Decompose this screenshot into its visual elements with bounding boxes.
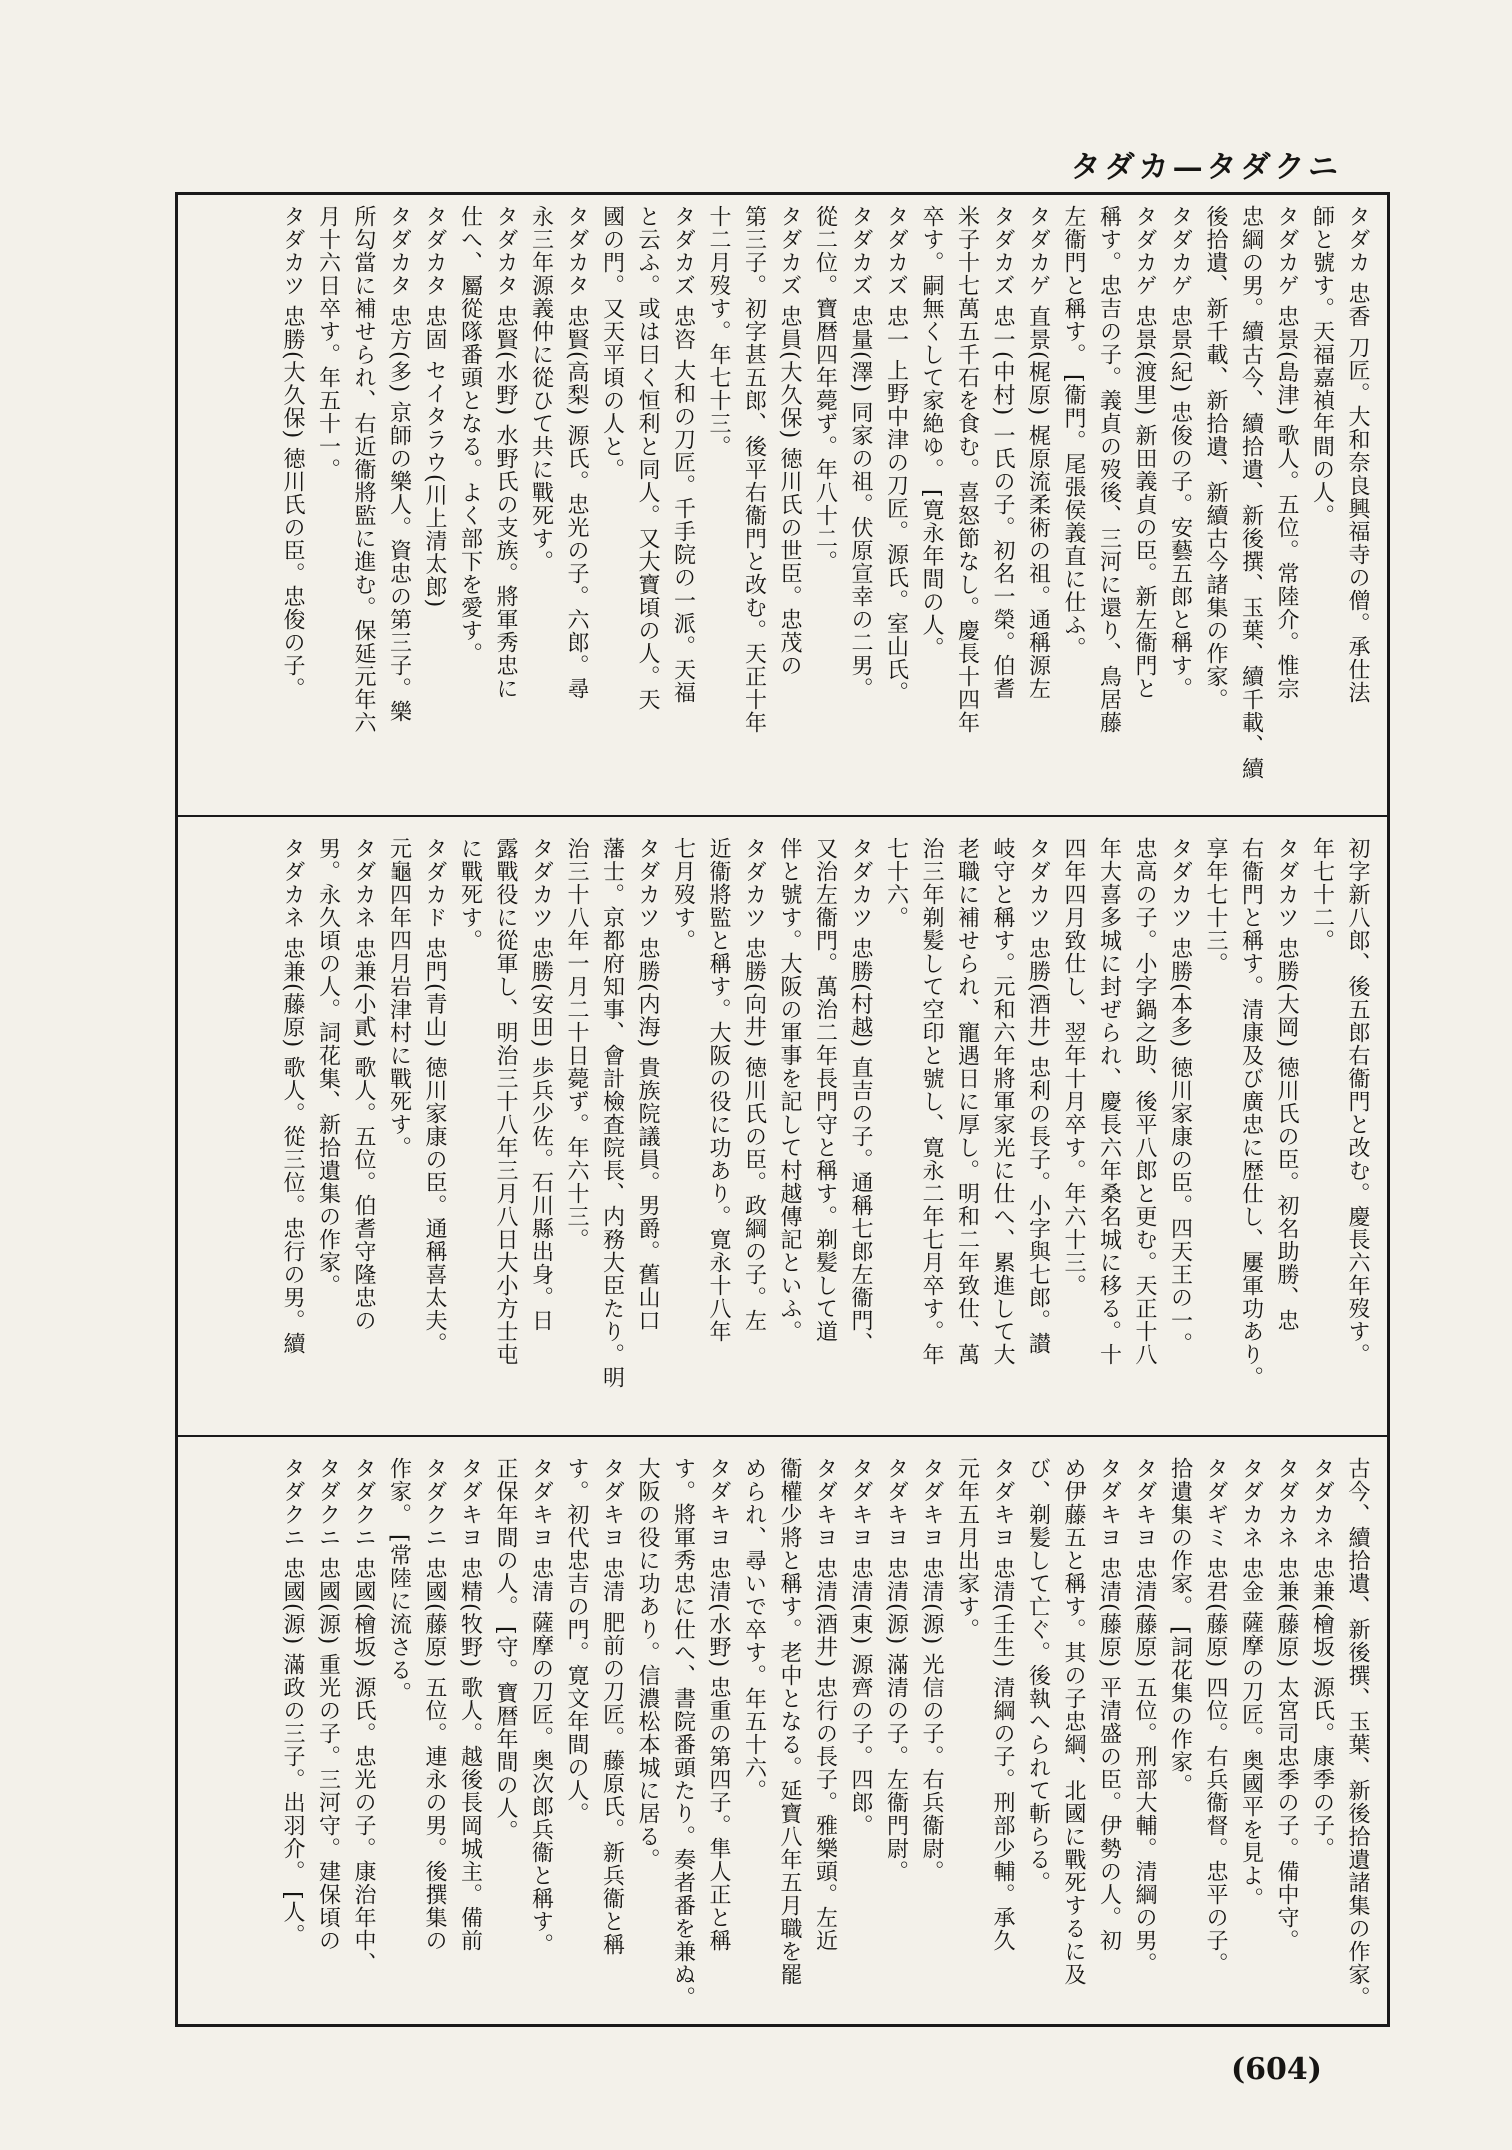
text-column: 左衞門と稱す。 [衞門。尾張侯義直に仕ふ。 — [1061, 205, 1086, 660]
text-column: タダカツ 忠勝(大岡) 徳川氏の臣。初名助勝、忠 — [1274, 837, 1299, 1333]
text-column: タダカゲ 忠景(渡里) 新田義貞の臣。新左衞門と — [1132, 205, 1157, 701]
text-column: に戰死す。 — [457, 837, 483, 952]
text-column: 永三年源義仲に從ひて共に戰死す。 — [528, 205, 554, 573]
text-column: 所勾當に補せられ、右近衞將監に進む。保延元年六 — [351, 205, 376, 734]
text-column: 老職に補せられ、寵遇日に厚し。明和二年致仕、萬 — [954, 837, 980, 1366]
text-column: タダキヨ 忠清(東) 源齊の子。四郎。 — [848, 1457, 873, 1838]
running-title: タダカ—タダクニ — [1070, 150, 1342, 185]
text-column: タダキヨ 忠清 薩摩の刀匠。奥次郎兵衞と稱す。 — [528, 1457, 554, 1956]
text-column: タダカタ 忠賢(水野) 水野氏の支族。將軍秀忠に — [493, 205, 518, 701]
text-column: タダカツ 忠勝(安田) 歩兵少佐。石川縣出身。日 — [528, 837, 554, 1333]
text-column: 從二位。寶暦四年薨ず。年八十二。 — [812, 205, 838, 573]
text-column: タダカズ 忠員(大久保) 徳川氏の世臣。忠茂の — [777, 205, 802, 678]
text-column: タダキヨ 忠精(牧野) 歌人。越後長岡城主。備前 — [457, 1457, 483, 1953]
text-column: タダクニ 忠國(檜坂) 源氏。忠光の子。康治年中、 — [351, 1457, 376, 1976]
text-column: タダカゲ 忠景(島津) 歌人。五位。常陸介。惟宗 — [1274, 205, 1299, 701]
text-column: タダカネ 忠金 薩摩の刀匠。奥國平を見よ。 — [1238, 1457, 1264, 1910]
text-column: 米子十七萬五千石を食む。喜怒節なし。慶長十四年 — [954, 205, 980, 734]
band-divider — [178, 815, 1387, 817]
text-column: タダカズ 忠咨 大和の刀匠。千手院の一派。天福 — [670, 205, 696, 704]
text-column: タダカネ 忠兼(藤原) 太宮司忠季の子。備中守。 — [1274, 1457, 1299, 1953]
text-column: タダカツ 忠勝(大久保) 徳川氏の臣。忠俊の子。 — [280, 205, 305, 701]
text-column: タダカツ 忠勝(村越) 直吉の子。通稱七郎左衞門、 — [848, 837, 873, 1356]
text-column: 忠綱の男。續古今、續拾遺、新後撰、玉葉、續千載、續 — [1238, 205, 1264, 780]
text-column: 治三年剃髪して空印と號し、寛永二年七月卒す。年 — [919, 837, 944, 1366]
text-column: タダカズ 忠一 上野中津の刀匠。源氏。室山氏。 — [883, 205, 909, 704]
text-column: 岐守と稱す。元和六年將軍家光に仕へ、累進して大 — [990, 837, 1015, 1366]
text-column: タダキヨ 忠清(源) 滿清の子。左衞門尉。 — [883, 1457, 909, 1884]
text-column: タダカゲ 直景(梶原) 梶原流柔術の祖。通稱源左 — [1025, 205, 1051, 701]
text-band-top — [178, 195, 1387, 807]
text-column: 治三十八年一月二十日薨ず。年六十三。 — [564, 837, 589, 1251]
text-column: 拾遺集の作家。 [詞花集の作家。 — [1167, 1457, 1193, 1797]
text-column: タダカズ 忠量(澤) 同家の祖。伏原宣幸の二男。 — [848, 205, 873, 701]
text-column: 初字新八郎、後五郎右衞門と改む。慶長六年歿す。 — [1345, 837, 1370, 1366]
text-column: 元年五月出家す。 — [954, 1457, 980, 1641]
text-column: タダカゲ 忠景(紀) 忠俊の子。安藝五郎と稱す。 — [1167, 205, 1193, 701]
text-column: 年七十二。 — [1309, 837, 1335, 952]
text-column: タダカツ 忠勝(向井) 徳川氏の臣。政綱の子。左 — [741, 837, 767, 1333]
text-column: 元龜四年四月岩津村に戰死す。 — [386, 837, 412, 1159]
text-column: 忠高の子。小字鍋之助、後平八郎と更む。天正十八 — [1132, 837, 1157, 1366]
text-column: す。將軍秀忠に仕へ、書院番頭たり。奏者番を兼ぬ。 — [670, 1457, 696, 2009]
text-column: 卒す。嗣無くして家絶ゆ。 [寛永年間の人。 — [919, 205, 944, 660]
text-column: タダカネ 忠兼(藤原) 歌人。從三位。忠行の男。續 — [280, 837, 305, 1356]
text-column: 享年七十三。 — [1203, 837, 1228, 975]
text-column: 伴と號す。大阪の軍事を記して村越傳記といふ。 — [777, 837, 802, 1343]
text-column: タダキヨ 忠清(藤原) 平清盛の臣。伊勢の人。初 — [1096, 1457, 1122, 1953]
text-column: 國の門。又天平頃の人と。 — [599, 205, 625, 481]
text-column: 露戰役に從軍し、明治三十八年三月八日大小方士屯 — [493, 837, 518, 1366]
text-column: 仕へ、屬從隊番頭となる。よく部下を愛す。 — [457, 205, 483, 665]
text-column: められ、尋いで卒す。年五十六。 — [741, 1457, 767, 1802]
text-column: 年大喜多城に封ぜられ、慶長六年桑名城に移る。十 — [1096, 837, 1122, 1366]
text-column: タダキヨ 忠清 肥前の刀匠。藤原氏。新兵衞と稱 — [599, 1457, 625, 1956]
text-column: め伊藤五と稱す。其の子忠綱、北國に戰死するに及 — [1061, 1457, 1086, 1986]
text-column: タダキヨ 忠清(水野) 忠重の第四子。隼人正と稱 — [706, 1457, 731, 1953]
text-column: 男。永久頃の人。詞花集、新拾遺集の作家。 — [315, 837, 341, 1297]
page-frame — [175, 192, 1390, 2027]
text-column: タダギミ 忠君(藤原) 四位。右兵衞督。忠平の子。 — [1203, 1457, 1228, 1976]
text-column: タダカズ 忠一(中村) 一氏の子。初名一榮。伯耆 — [990, 205, 1015, 701]
text-column: 十二月歿す。年七十三。 — [706, 205, 731, 458]
text-column: 近衞將監と稱す。大阪の役に功あり。寛永十八年 — [706, 837, 731, 1343]
text-column: 四年四月致仕し、翌年十月卒す。年六十三。 — [1061, 837, 1086, 1297]
text-column: 稱す。忠吉の子。義貞の歿後、三河に還り、鳥居藤 — [1096, 205, 1122, 734]
text-column: す。初代忠吉の門。寛文年間の人。 — [564, 1457, 589, 1825]
text-column: 古今、續拾遺、新後撰、玉葉、新後拾遺諸集の作家。 — [1345, 1457, 1370, 2009]
text-column: 藩士。京都府知事、會計檢査院長、内務大臣たり。明 — [599, 837, 625, 1389]
text-column: タダカ 忠香 刀匠。大和奈良興福寺の僧。承仕法 — [1345, 205, 1370, 704]
text-column: び、剃髪して亡ぐ。後執へられて斬らる。 — [1025, 1457, 1051, 1894]
text-column: タダカタ 忠固 セイタラウ(川上清太郎) — [422, 205, 447, 609]
text-column: 大阪の役に功あり。信濃松本城に居る。 — [635, 1457, 660, 1871]
text-column: タダカタ 忠賢(高梨) 源氏。忠光の子。六郎。尋 — [564, 205, 589, 701]
text-column: タダクニ 忠國(源) 重光の子。三河守。建保頃の — [315, 1457, 341, 1953]
text-column: タダカネ 忠兼(檜坂) 源氏。康季の子。 — [1309, 1457, 1335, 1861]
text-column: タダカツ 忠勝(本多) 徳川家康の臣。四天王の一。 — [1167, 837, 1193, 1356]
text-column: 又治左衞門。萬治二年長門守と稱す。剃髪して道 — [812, 837, 838, 1343]
band-divider — [178, 1435, 1387, 1437]
text-column: 第三子。初字甚五郎、後平右衞門と改む。天正十年 — [741, 205, 767, 734]
text-column: タダカツ 忠勝(酒井) 忠利の長子。小字與七郎。讃 — [1025, 837, 1051, 1356]
text-column: タダキヨ 忠清(藤原) 五位。刑部大輔。清綱の男。 — [1132, 1457, 1157, 1976]
text-column: タダキヨ 忠清(源) 光信の子。右兵衞尉。 — [919, 1457, 944, 1884]
text-column: タダカネ 忠兼(小貳) 歌人。五位。伯耆守隆忠の — [351, 837, 376, 1333]
text-column: 衞權少將と稱す。老中となる。延寶八年五月職を罷 — [777, 1457, 802, 1986]
text-column: 七十六。 — [883, 837, 909, 929]
text-column: 月十六日卒す。年五十一。 — [315, 205, 341, 481]
text-column: 正保年間の人。 [守。寶暦年間の人。 — [493, 1457, 518, 1843]
text-column: 右衞門と稱す。清康及び廣忠に歴仕し、屢軍功あり。 — [1238, 837, 1264, 1389]
text-column: タダカド 忠門(青山) 徳川家康の臣。通稱喜太夫。 — [422, 837, 447, 1356]
text-column: 師と號す。天福嘉禎年間の人。 — [1309, 205, 1335, 527]
text-column: 七月歿す。 — [670, 837, 696, 952]
text-column: タダカタ 忠方(多) 京師の樂人。資忠の第三子。樂 — [386, 205, 412, 724]
text-column: タダキヨ 忠清(壬生) 清綱の子。刑部少輔。承久 — [990, 1457, 1015, 1953]
text-column: タダカツ 忠勝(内海) 貴族院議員。男爵。舊山口 — [635, 837, 660, 1333]
text-band-bottom — [178, 1447, 1387, 2027]
text-band-middle — [178, 827, 1387, 1427]
text-column: と云ふ。或は曰く恒利と同人。又大寶頃の人。天 — [635, 205, 660, 711]
text-column: 作家。 [常陸に流さる。 — [386, 1457, 412, 1705]
text-column: 後拾遺、新千載、新拾遺、新續古今諸集の作家。 — [1203, 205, 1228, 711]
text-column: タダクニ 忠國(藤原) 五位。連永の男。後撰集の — [422, 1457, 447, 1953]
page-number: (604) — [1230, 2052, 1322, 2087]
text-column: タダクニ 忠國(源) 滿政の三子。出羽介。 [人。 — [280, 1457, 305, 1947]
text-column: タダキヨ 忠清(酒井) 忠行の長子。雅樂頭。左近 — [812, 1457, 838, 1953]
